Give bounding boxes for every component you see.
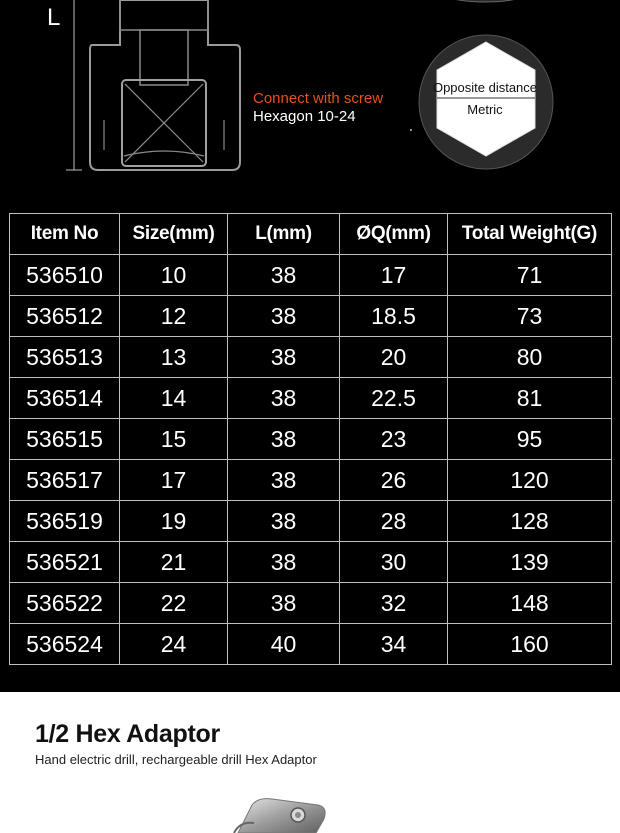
table-header-row	[10, 214, 612, 255]
cell-length: 40	[228, 624, 340, 665]
cell-diameter: 23	[340, 419, 448, 460]
cell-length: 38	[228, 460, 340, 501]
table-row	[10, 583, 612, 624]
cell-weight: 120	[448, 460, 612, 501]
cell-size: 21	[120, 542, 228, 583]
cell-diameter: 20	[340, 337, 448, 378]
header-total-weight: Total Weight(G)	[448, 214, 612, 255]
cell-item-no: 536521	[10, 542, 120, 583]
cell-item-no: 536517	[10, 460, 120, 501]
cell-length: 38	[228, 337, 340, 378]
hex-adaptor-image	[220, 795, 340, 833]
cell-diameter: 18.5	[340, 296, 448, 337]
cell-size: 22	[120, 583, 228, 624]
cell-size: 24	[120, 624, 228, 665]
cell-item-no: 536510	[10, 255, 120, 296]
cell-diameter: 32	[340, 583, 448, 624]
cell-item-no: 536519	[10, 501, 120, 542]
adaptor-subtitle: Hand electric drill, rechargeable drill Hex Adaptor	[35, 752, 317, 767]
cell-length: 38	[228, 542, 340, 583]
table-row	[10, 542, 612, 583]
cell-size: 15	[120, 419, 228, 460]
cell-item-no: 536514	[10, 378, 120, 419]
cell-length: 38	[228, 378, 340, 419]
spec-table	[9, 213, 612, 665]
cell-size: 14	[120, 378, 228, 419]
cell-diameter: 34	[340, 624, 448, 665]
cell-weight: 128	[448, 501, 612, 542]
cell-size: 12	[120, 296, 228, 337]
hex-metric-label: Metric	[467, 102, 503, 117]
table-row	[10, 255, 612, 296]
length-label: L	[47, 4, 61, 31]
cell-length: 38	[228, 583, 340, 624]
cell-size: 13	[120, 337, 228, 378]
table-row	[10, 419, 612, 460]
table-row	[10, 378, 612, 419]
table-row	[10, 501, 612, 542]
cell-weight: 160	[448, 624, 612, 665]
cell-weight: 95	[448, 419, 612, 460]
cell-size: 10	[120, 255, 228, 296]
table-row	[10, 624, 612, 665]
cell-diameter: 30	[340, 542, 448, 583]
header-length: L(mm)	[228, 214, 340, 255]
header-item-no: Item No	[10, 214, 120, 255]
table-row	[10, 460, 612, 501]
cell-diameter: 22.5	[340, 378, 448, 419]
cell-item-no: 536522	[10, 583, 120, 624]
screw-note-title: Connect with screw	[253, 90, 384, 107]
hex-opposite-distance-label: Opposite distance	[432, 80, 538, 95]
cell-weight: 139	[448, 542, 612, 583]
header-diameter: ØQ(mm)	[340, 214, 448, 255]
cell-item-no: 536515	[10, 419, 120, 460]
socket-diagram	[0, 0, 620, 200]
screw-note	[253, 90, 383, 126]
cell-weight: 71	[448, 255, 612, 296]
cell-length: 38	[228, 255, 340, 296]
cell-diameter: 17	[340, 255, 448, 296]
cell-size: 17	[120, 460, 228, 501]
cell-item-no: 536524	[10, 624, 120, 665]
adaptor-title: 1/2 Hex Adaptor	[35, 720, 220, 748]
cell-item-no: 536512	[10, 296, 120, 337]
cell-diameter: 28	[340, 501, 448, 542]
cell-length: 38	[228, 296, 340, 337]
screw-note-subtitle: Hexagon 10-24	[253, 108, 356, 125]
cell-weight: 80	[448, 337, 612, 378]
cell-diameter: 26	[340, 460, 448, 501]
table-row	[10, 296, 612, 337]
cell-weight: 81	[448, 378, 612, 419]
cell-length: 38	[228, 501, 340, 542]
cell-length: 38	[228, 419, 340, 460]
cell-weight: 73	[448, 296, 612, 337]
header-size: Size(mm)	[120, 214, 228, 255]
cell-weight: 148	[448, 583, 612, 624]
cell-size: 19	[120, 501, 228, 542]
table-row	[10, 337, 612, 378]
cell-item-no: 536513	[10, 337, 120, 378]
